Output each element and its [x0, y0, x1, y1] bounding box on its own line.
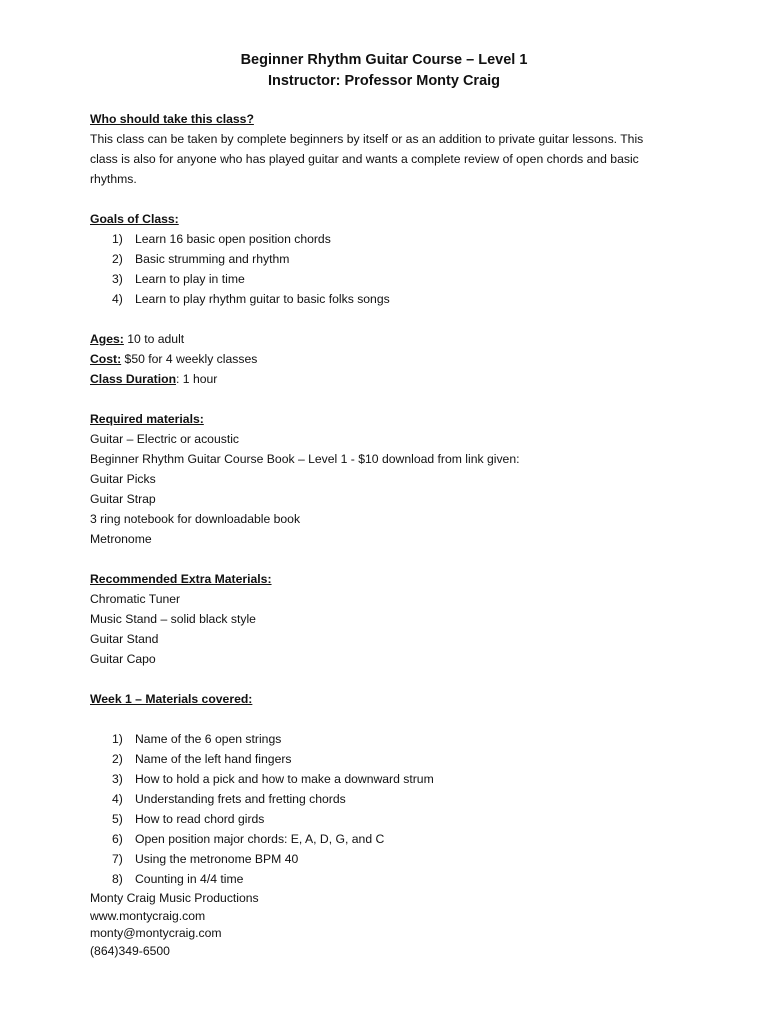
goal-text: Learn 16 basic open position chords: [135, 232, 331, 246]
week1-number: 7): [112, 852, 123, 866]
week1-number: 4): [112, 792, 123, 806]
week1-text: How to hold a pick and how to make a downward strum: [135, 772, 434, 786]
week1-item: [90, 809, 690, 829]
required-item: Guitar Picks: [90, 472, 156, 486]
week1-text: Name of the 6 open strings: [135, 732, 282, 746]
duration-value: : 1 hour: [176, 372, 218, 386]
week1-item: [90, 769, 690, 789]
contact-footer: [90, 890, 259, 960]
week1-number: 1): [112, 732, 123, 746]
week1-item: [90, 729, 690, 749]
goal-text: Learn to play rhythm guitar to basic folks songs: [135, 292, 390, 306]
week1-text: Using the metronome BPM 40: [135, 852, 299, 866]
duration-label: Class Duration: [90, 372, 177, 386]
extra-item: Chromatic Tuner: [90, 592, 181, 606]
cost-value: $50 for 4 weekly classes: [121, 352, 258, 366]
required-item: Beginner Rhythm Guitar Course Book – Level 1 - $10 download from link given:: [90, 452, 520, 466]
week1-number: 3): [112, 772, 123, 786]
extra-item: Music Stand – solid black style: [90, 612, 256, 626]
extra-item: Guitar Capo: [90, 652, 156, 666]
cost-label: Cost:: [90, 352, 122, 366]
goal-number: 3): [112, 272, 123, 286]
goal-number: 1): [112, 232, 123, 246]
who-paragraph-line: class is also for anyone who has played guitar and wants a complete review of open chords and basic: [90, 152, 639, 166]
goal-item: [90, 249, 690, 269]
ages-label: Ages:: [90, 332, 124, 346]
goal-number: 2): [112, 252, 123, 266]
week1-item: [90, 789, 690, 809]
week1-text: Counting in 4/4 time: [135, 872, 244, 886]
website-text: www.montycraig.com: [90, 908, 206, 923]
cost-row: [90, 349, 690, 369]
week1-item: [90, 869, 690, 889]
week1-text: Open position major chords: E, A, D, G, and C: [135, 832, 385, 846]
week1-item: [90, 849, 690, 869]
company-name: Monty Craig Music Productions: [90, 891, 259, 905]
ages-row: [90, 329, 690, 349]
goal-number: 4): [112, 292, 123, 306]
week1-item: [90, 829, 690, 849]
week1-text: Understanding frets and fretting chords: [135, 792, 346, 806]
required-item: Metronome: [90, 532, 152, 546]
who-heading: Who should take this class?: [90, 112, 254, 126]
goal-text: Basic strumming and rhythm: [135, 252, 290, 266]
goal-item: [90, 289, 690, 309]
week1-text: How to read chord girds: [135, 812, 265, 826]
who-paragraph-line: rhythms.: [90, 172, 137, 186]
extra-item: Guitar Stand: [90, 632, 159, 646]
phone-text: (864)349-6500: [90, 943, 170, 958]
goal-item: [90, 229, 690, 249]
goals-heading: Goals of Class:: [90, 212, 179, 226]
goal-item: [90, 269, 690, 289]
required-item: Guitar Strap: [90, 492, 156, 506]
required-item: 3 ring notebook for downloadable book: [90, 512, 301, 526]
course-title: Beginner Rhythm Guitar Course – Level 1: [240, 52, 528, 68]
week1-number: 2): [112, 752, 123, 766]
required-heading: Required materials:: [90, 412, 204, 426]
who-paragraph-line: This class can be taken by complete beginners by itself or as an addition to private guitar lessons. This: [90, 132, 644, 146]
goal-text: Learn to play in time: [135, 272, 245, 286]
instructor-line: Instructor: Professor Monty Craig: [267, 73, 501, 89]
extra-heading: Recommended Extra Materials:: [90, 572, 272, 586]
duration-row: [90, 369, 690, 389]
ages-value: 10 to adult: [123, 332, 185, 346]
week1-number: 6): [112, 832, 123, 846]
document-body: [90, 109, 690, 889]
document-header: [0, 50, 768, 92]
week1-text: Name of the left hand fingers: [135, 752, 292, 766]
required-item: Guitar – Electric or acoustic: [90, 432, 240, 446]
week1-number: 5): [112, 812, 123, 826]
email-text: monty@montycraig.com: [90, 926, 222, 940]
week1-heading: Week 1 – Materials covered:: [90, 692, 253, 706]
week1-item: [90, 749, 690, 769]
week1-number: 8): [112, 872, 123, 886]
